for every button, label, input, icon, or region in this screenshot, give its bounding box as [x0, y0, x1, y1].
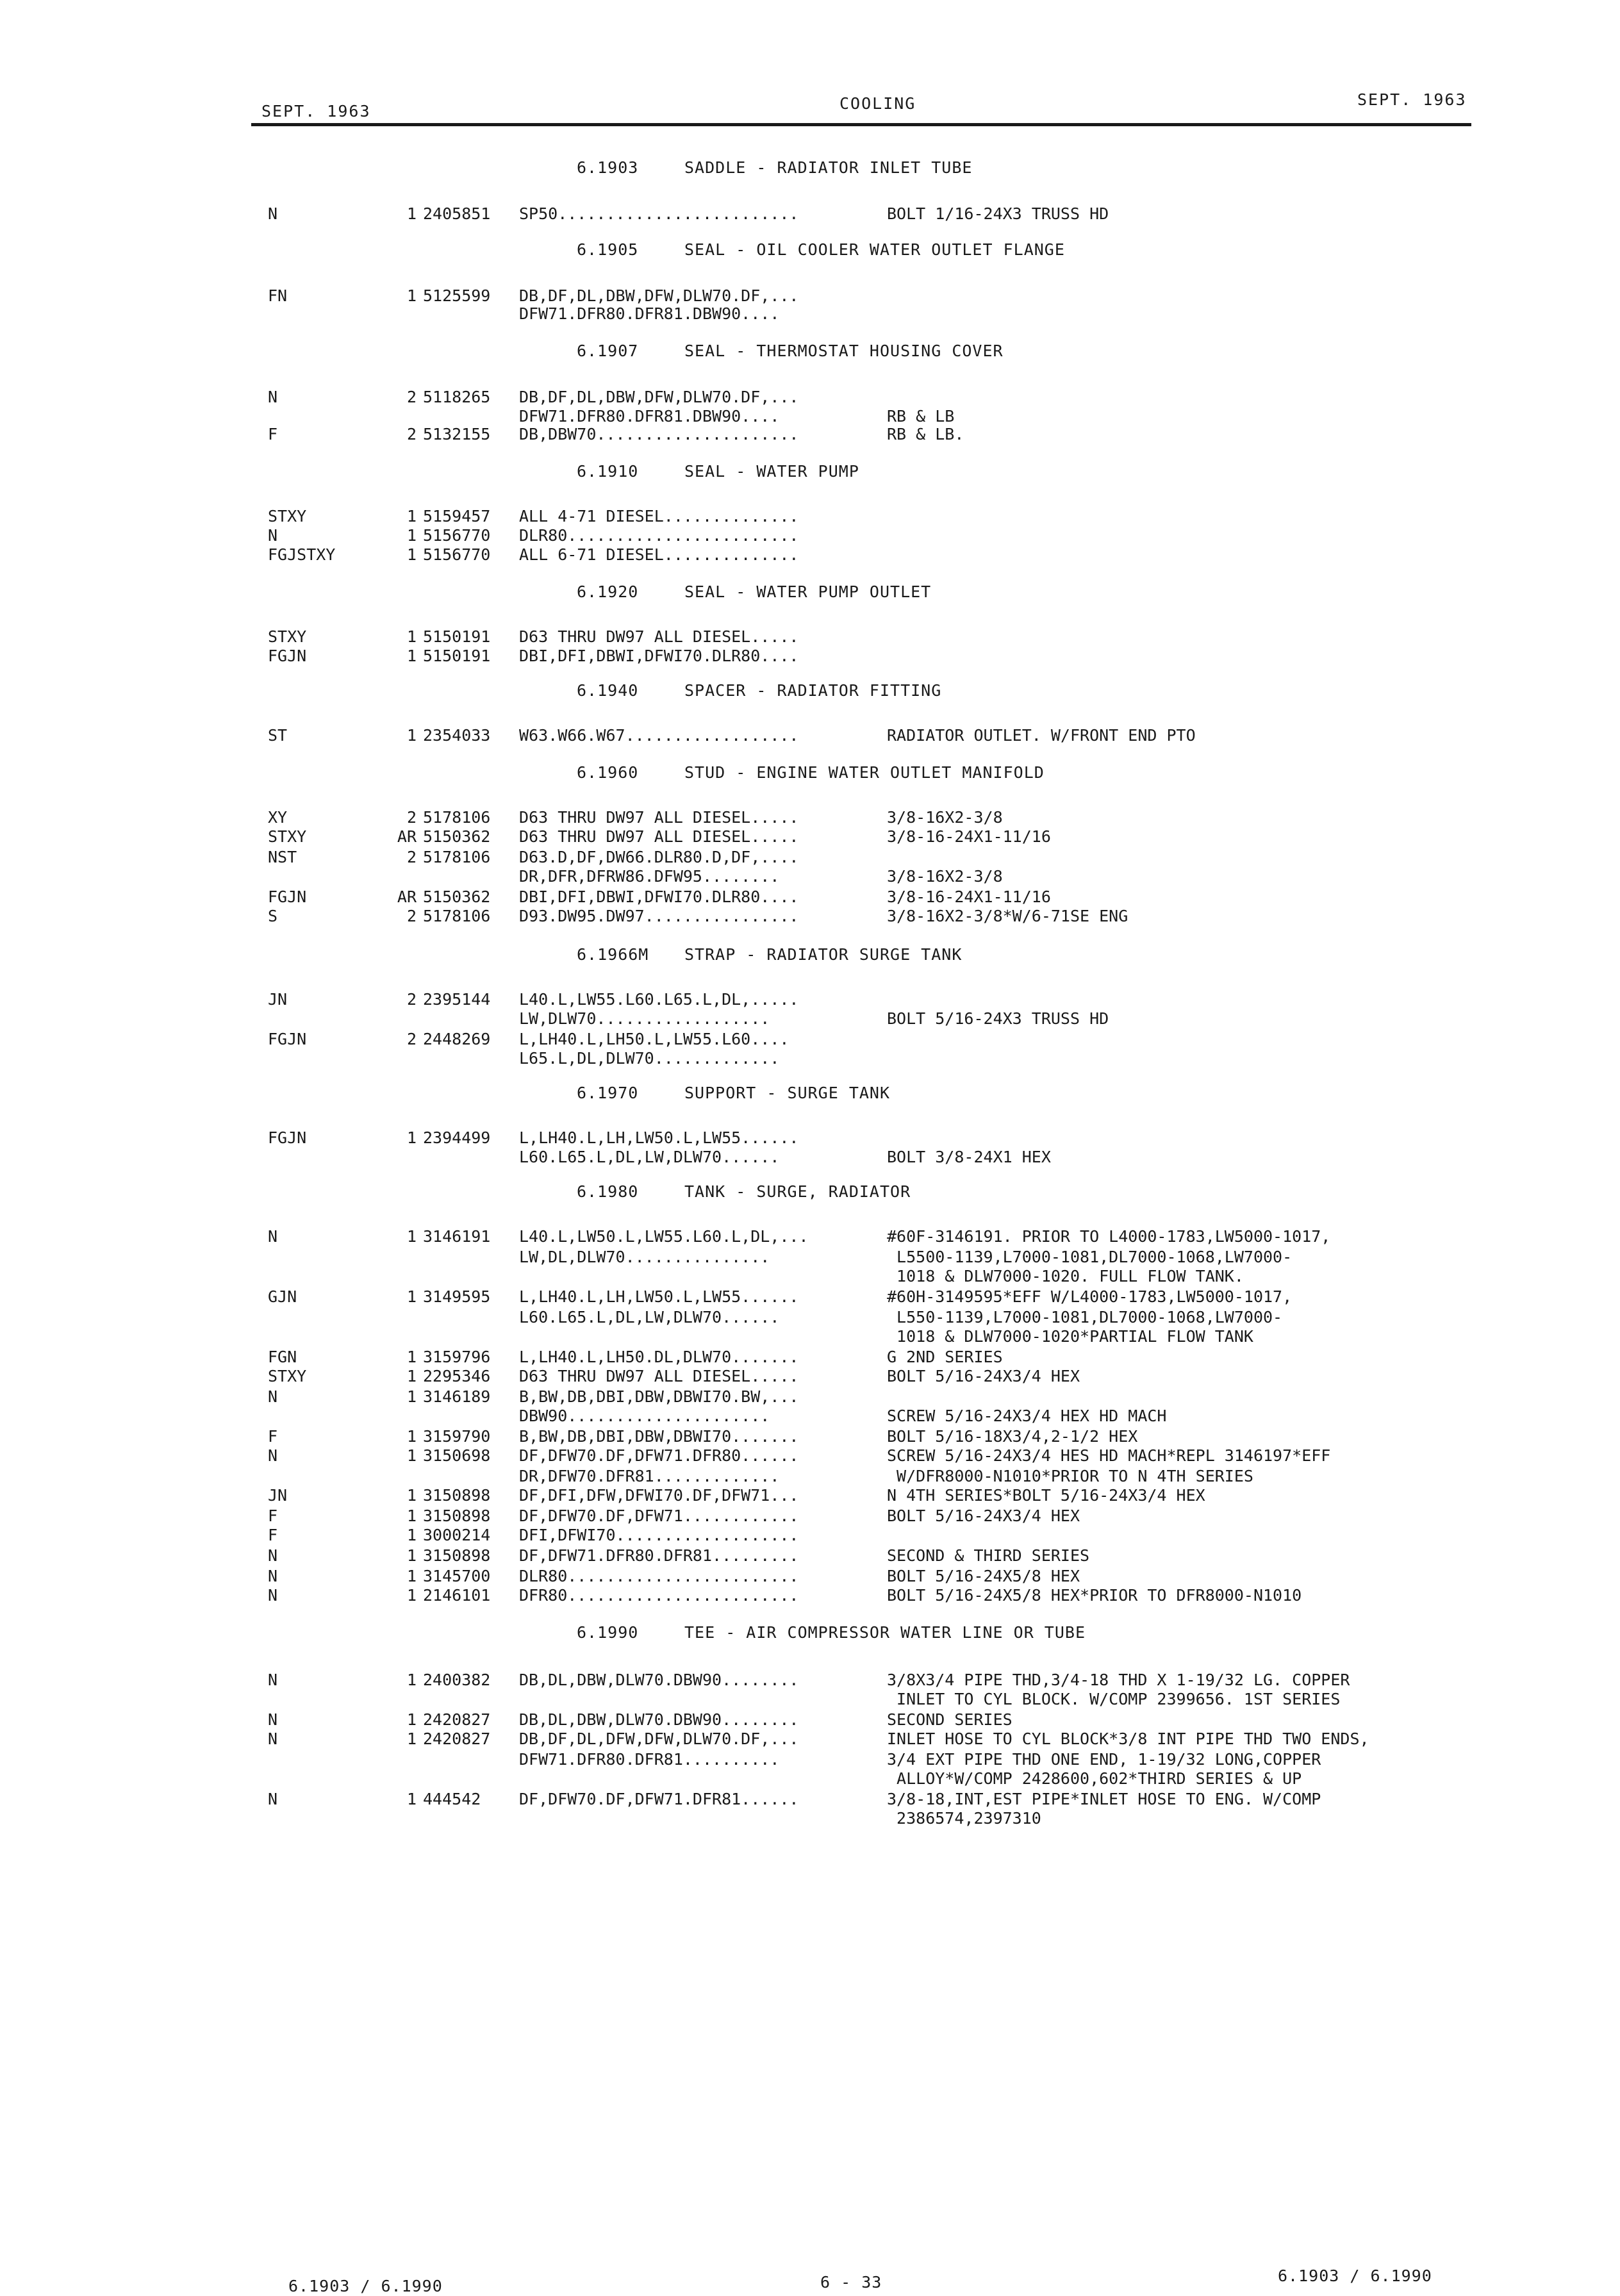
part-models: SP50......................... — [519, 204, 799, 223]
part-part: 2420827 — [423, 1710, 491, 1729]
section-title-text: SPACER - RADIATOR FITTING — [684, 681, 942, 700]
part-models: DB,DL,DBW,DLW70.DBW90........ — [519, 1671, 799, 1689]
section-title — [577, 582, 931, 602]
section-title — [577, 341, 1004, 361]
part-row — [0, 406, 1620, 426]
part-models: DR,DFR,DFRW86.DFW95........ — [519, 867, 780, 886]
part-code: FGJN — [268, 1030, 307, 1048]
part-part: 444542 — [423, 1790, 481, 1808]
part-part: 2295346 — [423, 1367, 491, 1385]
part-row — [0, 1307, 1620, 1327]
part-part: 3149595 — [423, 1287, 491, 1306]
part-qty: 1 — [406, 1227, 417, 1246]
part-desc: L5500-1139,L7000-1081,DL7000-1068,LW7000- — [887, 1248, 1293, 1266]
part-code: NST — [268, 848, 297, 866]
part-models: D63 THRU DW97 ALL DIESEL..... — [519, 627, 799, 646]
part-code: N — [268, 1586, 278, 1605]
part-desc: BOLT 3/8-24X1 HEX — [887, 1148, 1051, 1166]
part-part: 3150698 — [423, 1446, 491, 1465]
section-number: 6.1990 — [577, 1623, 639, 1642]
part-desc: SCREW 5/16-24X3/4 HES HD MACH*REPL 3146197*EFF — [887, 1446, 1331, 1465]
part-models: DF,DFW71.DFR80.DFR81......... — [519, 1546, 799, 1565]
part-qty: 1 — [406, 1128, 417, 1147]
part-code: STXY — [268, 1367, 307, 1385]
part-row — [0, 1128, 1620, 1148]
part-qty: 1 — [406, 1427, 417, 1446]
section-title-text: SEAL - THERMOSTAT HOUSING COVER — [684, 342, 1004, 360]
part-models: LW,DL,DLW70............... — [519, 1248, 770, 1266]
part-desc: BOLT 5/16-24X5/8 HEX — [887, 1567, 1080, 1585]
section-title — [577, 1182, 911, 1202]
part-row — [0, 866, 1620, 886]
part-desc: BOLT 5/16-24X3/4 HEX — [887, 1507, 1080, 1525]
part-models: DF,DFW70.DF,DFW71.DFR81...... — [519, 1790, 799, 1808]
part-qty: 1 — [406, 1671, 417, 1689]
part-part: 3146189 — [423, 1387, 491, 1406]
part-desc: 3/8-16X2-3/8 — [887, 808, 1003, 827]
part-models: DFR80........................ — [519, 1586, 799, 1605]
section-title — [577, 1623, 1086, 1642]
part-desc: 3/8-18,INT,EST PIPE*INLET HOSE TO ENG. W/COMP — [887, 1790, 1321, 1808]
part-desc: 3/4 EXT PIPE THD ONE END, 1-19/32 LONG,COPPER — [887, 1750, 1321, 1769]
part-row — [0, 989, 1620, 1009]
part-desc: RADIATOR OUTLET. W/FRONT END PTO — [887, 726, 1196, 745]
part-qty: 2 — [406, 425, 417, 443]
part-row — [0, 807, 1620, 827]
footer-page-number: 6 - 33 — [820, 2273, 882, 2292]
part-row — [0, 1226, 1620, 1246]
part-models: DBI,DFI,DBWI,DFWI70.DLR80.... — [519, 647, 799, 665]
part-qty: 1 — [406, 1348, 417, 1366]
part-desc: BOLT 5/16-24X3 TRUSS HD — [887, 1009, 1109, 1028]
part-part: 2394499 — [423, 1128, 491, 1147]
section-title — [577, 1083, 890, 1103]
part-row — [0, 1506, 1620, 1526]
part-part: 3150898 — [423, 1507, 491, 1525]
part-part: 5150362 — [423, 827, 491, 846]
part-qty: 1 — [406, 1387, 417, 1406]
part-desc: SCREW 5/16-24X3/4 HEX HD MACH — [887, 1407, 1167, 1425]
part-part: 3150898 — [423, 1546, 491, 1565]
part-row — [0, 1670, 1620, 1690]
part-models: DLR80........................ — [519, 1567, 799, 1585]
part-row — [0, 304, 1620, 324]
part-row — [0, 1266, 1620, 1286]
part-part: 5159457 — [423, 507, 491, 525]
section-title — [577, 763, 1045, 782]
part-part: 3159790 — [423, 1427, 491, 1446]
part-code: N — [268, 388, 278, 406]
part-qty: 1 — [406, 1710, 417, 1729]
part-row — [0, 545, 1620, 565]
part-desc: RB & LB — [887, 407, 955, 425]
part-code: N — [268, 526, 278, 545]
part-code: FGJSTXY — [268, 545, 336, 564]
part-row — [0, 286, 1620, 306]
part-models: D63 THRU DW97 ALL DIESEL..... — [519, 808, 799, 827]
part-code: N — [268, 1790, 278, 1808]
part-code: GJN — [268, 1287, 297, 1306]
part-row — [0, 1749, 1620, 1769]
part-part: 5156770 — [423, 545, 491, 564]
part-row — [0, 887, 1620, 907]
part-code: S — [268, 907, 278, 925]
part-code: JN — [268, 990, 288, 1009]
part-models: DLR80........................ — [519, 526, 799, 545]
part-part: 5125599 — [423, 286, 491, 305]
part-desc: #60H-3149595*EFF W/L4000-1783,LW5000-1017, — [887, 1287, 1293, 1306]
part-part: 5132155 — [423, 425, 491, 443]
section-number: 6.1940 — [577, 681, 639, 700]
header-date-right: SEPT. 1963 — [1357, 90, 1467, 109]
part-code: F — [268, 1526, 278, 1544]
section-number: 6.1966M — [577, 945, 649, 964]
part-row — [0, 1147, 1620, 1167]
header-date-left: SEPT. 1963 — [261, 102, 371, 120]
part-row — [0, 1466, 1620, 1486]
part-models: DF,DFW70.DF,DFW71.DFR80...... — [519, 1446, 799, 1465]
part-part: 2400382 — [423, 1671, 491, 1689]
part-part: 2448269 — [423, 1030, 491, 1048]
part-row — [0, 1326, 1620, 1346]
part-models: DB,DL,DBW,DLW70.DBW90........ — [519, 1710, 799, 1729]
section-number: 6.1910 — [577, 462, 639, 481]
part-models: L,LH40.L,LH,LW50.L,LW55...... — [519, 1128, 799, 1147]
section-number: 6.1905 — [577, 240, 639, 259]
part-row — [0, 1585, 1620, 1605]
part-part: 5156770 — [423, 526, 491, 545]
part-qty: 2 — [406, 990, 417, 1009]
part-part: 2146101 — [423, 1586, 491, 1605]
part-code: N — [268, 1567, 278, 1585]
section-title — [577, 158, 972, 178]
part-models: L40.L,LW50.L,LW55.L60.L,DL,... — [519, 1227, 809, 1246]
part-row — [0, 1387, 1620, 1407]
part-desc: SECOND & THIRD SERIES — [887, 1546, 1090, 1565]
part-row — [0, 1029, 1620, 1049]
part-qty: 1 — [406, 507, 417, 525]
part-desc: 3/8-16-24X1-11/16 — [887, 827, 1051, 846]
section-title-text: SUPPORT - SURGE TANK — [684, 1084, 891, 1102]
section-number: 6.1920 — [577, 582, 639, 601]
part-models: DF,DFW70.DF,DFW71............ — [519, 1507, 799, 1525]
part-qty: 2 — [406, 1030, 417, 1048]
part-qty: 1 — [406, 545, 417, 564]
part-models: B,BW,DB,DBI,DBW,DBWI70....... — [519, 1427, 799, 1446]
part-desc: #60F-3146191. PRIOR TO L4000-1783,LW5000-1017, — [887, 1227, 1331, 1246]
part-qty: 2 — [406, 808, 417, 827]
part-desc: RB & LB. — [887, 425, 964, 443]
section-title — [577, 461, 859, 481]
part-models: L40.L,LW55.L60.L65.L,DL,..... — [519, 990, 799, 1009]
part-code: N — [268, 1446, 278, 1465]
part-qty: 1 — [406, 1546, 417, 1565]
part-code: JN — [268, 1486, 288, 1505]
part-code: N — [268, 1387, 278, 1406]
header-rule — [251, 123, 1471, 126]
part-models: DFW71.DFR80.DFR81.DBW90.... — [519, 407, 780, 425]
part-part: 3000214 — [423, 1526, 491, 1544]
part-models: DB,DBW70..................... — [519, 425, 799, 443]
part-code: FGN — [268, 1348, 297, 1366]
part-models: DFW71.DFR80.DFR81.......... — [519, 1750, 780, 1769]
part-row — [0, 646, 1620, 666]
part-models: L,LH40.L,LH,LW50.L,LW55...... — [519, 1287, 799, 1306]
part-row — [0, 1808, 1620, 1828]
part-row — [0, 1048, 1620, 1068]
part-qty: 1 — [406, 647, 417, 665]
part-row — [0, 1009, 1620, 1028]
section-title — [577, 681, 941, 700]
part-code: STXY — [268, 507, 307, 525]
section-title-text: STRAP - RADIATOR SURGE TANK — [684, 945, 963, 964]
part-models: DR,DFW70.DFR81............. — [519, 1467, 780, 1485]
header-section-title: COOLING — [839, 94, 916, 113]
part-qty: 1 — [406, 1507, 417, 1525]
section-title-text: SADDLE - RADIATOR INLET TUBE — [684, 158, 973, 177]
part-qty: 1 — [406, 1730, 417, 1748]
part-row — [0, 1525, 1620, 1545]
part-code: N — [268, 204, 278, 223]
section-number: 6.1960 — [577, 763, 639, 782]
part-qty: 1 — [406, 526, 417, 545]
part-row — [0, 1347, 1620, 1367]
part-code: FN — [268, 286, 288, 305]
section-number: 6.1970 — [577, 1084, 639, 1102]
part-qty: AR — [397, 888, 417, 906]
part-desc: BOLT 5/16-24X5/8 HEX*PRIOR TO DFR8000-N1010 — [887, 1586, 1302, 1605]
part-desc: INLET HOSE TO CYL BLOCK*3/8 INT PIPE THD TWO ENDS, — [887, 1730, 1369, 1748]
part-row — [0, 1366, 1620, 1386]
part-qty: 1 — [406, 1287, 417, 1306]
part-models: DF,DFI,DFW,DFWI70.DF,DFW71... — [519, 1486, 799, 1505]
part-qty: 1 — [406, 627, 417, 646]
part-models: DFI,DFWI70................... — [519, 1526, 799, 1544]
part-qty: 1 — [406, 286, 417, 305]
part-models: L,LH40.L,LH50.DL,DLW70....... — [519, 1348, 799, 1366]
part-row — [0, 424, 1620, 444]
part-row — [0, 1566, 1620, 1586]
section-title — [577, 945, 962, 964]
part-part: 3145700 — [423, 1567, 491, 1585]
part-row — [0, 1485, 1620, 1505]
part-code: STXY — [268, 627, 307, 646]
part-desc: INLET TO CYL BLOCK. W/COMP 2399656. 1ST SERIES — [887, 1690, 1341, 1708]
part-qty: 1 — [406, 1446, 417, 1465]
part-row — [0, 627, 1620, 647]
part-part: 5178106 — [423, 808, 491, 827]
part-row — [0, 1789, 1620, 1809]
part-part: 5118265 — [423, 388, 491, 406]
section-title-text: TANK - SURGE, RADIATOR — [684, 1182, 911, 1201]
part-models: LW,DLW70.................. — [519, 1009, 770, 1028]
part-qty: 1 — [406, 1526, 417, 1544]
part-desc: W/DFR8000-N1010*PRIOR TO N 4TH SERIES — [887, 1467, 1253, 1485]
part-row — [0, 1426, 1620, 1446]
part-desc: 3/8X3/4 PIPE THD,3/4-18 THD X 1-19/32 LG. COPPER — [887, 1671, 1350, 1689]
part-row — [0, 1729, 1620, 1749]
part-qty: 1 — [406, 1790, 417, 1808]
part-qty: 1 — [406, 1586, 417, 1605]
part-part: 5178106 — [423, 907, 491, 925]
part-row — [0, 1769, 1620, 1788]
part-qty: 2 — [406, 907, 417, 925]
section-title — [577, 240, 1065, 260]
part-code: FGJN — [268, 1128, 307, 1147]
part-models: DBW90..................... — [519, 1407, 770, 1425]
part-desc: BOLT 5/16-18X3/4,2-1/2 HEX — [887, 1427, 1138, 1446]
part-desc: ALLOY*W/COMP 2428600,602*THIRD SERIES & UP — [887, 1769, 1302, 1788]
part-code: N — [268, 1730, 278, 1748]
part-row — [0, 525, 1620, 545]
part-models: L60.L65.L,DL,LW,DLW70...... — [519, 1308, 780, 1326]
part-row — [0, 204, 1620, 224]
footer-range-left: 6.1903 / 6.1990 — [288, 2277, 443, 2295]
part-code: N — [268, 1227, 278, 1246]
section-title-text: SEAL - WATER PUMP OUTLET — [684, 582, 932, 601]
part-row — [0, 847, 1620, 867]
part-row — [0, 827, 1620, 847]
part-code: N — [268, 1671, 278, 1689]
part-code: STXY — [268, 827, 307, 846]
part-qty: 1 — [406, 1486, 417, 1505]
part-code: FGJN — [268, 647, 307, 665]
part-row — [0, 1287, 1620, 1307]
part-part: 3150898 — [423, 1486, 491, 1505]
part-part: 3146191 — [423, 1227, 491, 1246]
part-part: 2420827 — [423, 1730, 491, 1748]
part-qty: 1 — [406, 1367, 417, 1385]
part-desc: G 2ND SERIES — [887, 1348, 1003, 1366]
part-part: 5178106 — [423, 848, 491, 866]
part-models: L60.L65.L,DL,LW,DLW70...... — [519, 1148, 780, 1166]
section-title-text: SEAL - OIL COOLER WATER OUTLET FLANGE — [684, 240, 1065, 259]
section-title-text: TEE - AIR COMPRESSOR WATER LINE OR TUBE — [684, 1623, 1086, 1642]
part-code: XY — [268, 808, 288, 827]
part-row — [0, 506, 1620, 526]
part-qty: 1 — [406, 726, 417, 745]
part-qty: 1 — [406, 1567, 417, 1585]
part-qty: AR — [397, 827, 417, 846]
part-part: 5150191 — [423, 647, 491, 665]
footer-range-right: 6.1903 / 6.1990 — [1278, 2267, 1432, 2285]
part-row — [0, 906, 1620, 926]
part-models: D63 THRU DW97 ALL DIESEL..... — [519, 1367, 799, 1385]
part-qty: 2 — [406, 848, 417, 866]
part-row — [0, 387, 1620, 407]
part-models: B,BW,DB,DBI,DBW,DBWI70.BW,... — [519, 1387, 799, 1406]
part-part: 2395144 — [423, 990, 491, 1009]
part-code: F — [268, 1507, 278, 1525]
part-desc: 1018 & DLW7000-1020*PARTIAL FLOW TANK — [887, 1327, 1253, 1346]
part-row — [0, 1247, 1620, 1267]
part-part: 2405851 — [423, 204, 491, 223]
part-models: D63 THRU DW97 ALL DIESEL..... — [519, 827, 799, 846]
section-title-text: STUD - ENGINE WATER OUTLET MANIFOLD — [684, 763, 1045, 782]
part-part: 3159796 — [423, 1348, 491, 1366]
part-code: F — [268, 425, 278, 443]
part-models: D93.DW95.DW97................ — [519, 907, 799, 925]
part-qty: 2 — [406, 388, 417, 406]
part-desc: 3/8-16X2-3/8 — [887, 867, 1003, 886]
part-desc: L550-1139,L7000-1081,DL7000-1068,LW7000- — [887, 1308, 1283, 1326]
part-code: ST — [268, 726, 288, 745]
part-desc: 3/8-16-24X1-11/16 — [887, 888, 1051, 906]
part-desc: N 4TH SERIES*BOLT 5/16-24X3/4 HEX — [887, 1486, 1205, 1505]
part-code: N — [268, 1710, 278, 1729]
part-code: F — [268, 1427, 278, 1446]
part-qty: 1 — [406, 204, 417, 223]
part-desc: SECOND SERIES — [887, 1710, 1012, 1729]
part-models: L65.L,DL,DLW70............. — [519, 1049, 780, 1068]
part-part: 2354033 — [423, 726, 491, 745]
part-row — [0, 725, 1620, 745]
part-part: 5150362 — [423, 888, 491, 906]
part-models: L,LH40.L,LH50.L,LW55.L60.... — [519, 1030, 789, 1048]
part-code: N — [268, 1546, 278, 1565]
part-models: D63.D,DF,DW66.DLR80.D,DF,.... — [519, 848, 799, 866]
part-part: 5150191 — [423, 627, 491, 646]
section-number: 6.1907 — [577, 342, 639, 360]
part-desc: BOLT 5/16-24X3/4 HEX — [887, 1367, 1080, 1385]
section-number: 6.1903 — [577, 158, 639, 177]
part-row — [0, 1546, 1620, 1565]
part-desc: BOLT 1/16-24X3 TRUSS HD — [887, 204, 1109, 223]
section-number: 6.1980 — [577, 1182, 639, 1201]
part-code: FGJN — [268, 888, 307, 906]
part-models: ALL 4-71 DIESEL.............. — [519, 507, 799, 525]
part-desc: 2386574,2397310 — [887, 1809, 1041, 1828]
part-row — [0, 1710, 1620, 1730]
part-models: DB,DF,DL,DBW,DFW,DLW70.DF,... — [519, 286, 799, 305]
part-models: DBI,DFI,DBWI,DFWI70.DLR80.... — [519, 888, 799, 906]
part-models: ALL 6-71 DIESEL.............. — [519, 545, 799, 564]
part-desc: 3/8-16X2-3/8*W/6-71SE ENG — [887, 907, 1128, 925]
section-title-text: SEAL - WATER PUMP — [684, 462, 859, 481]
part-desc: 1018 & DLW7000-1020. FULL FLOW TANK. — [887, 1267, 1244, 1285]
part-models: W63.W66.W67.................. — [519, 726, 799, 745]
part-models: DFW71.DFR80.DFR81.DBW90.... — [519, 304, 780, 323]
part-row — [0, 1406, 1620, 1426]
part-row — [0, 1446, 1620, 1466]
part-models: DB,DF,DL,DFW,DFW,DLW70.DF,... — [519, 1730, 799, 1748]
part-models: DB,DF,DL,DBW,DFW,DLW70.DF,... — [519, 388, 799, 406]
part-row — [0, 1689, 1620, 1709]
